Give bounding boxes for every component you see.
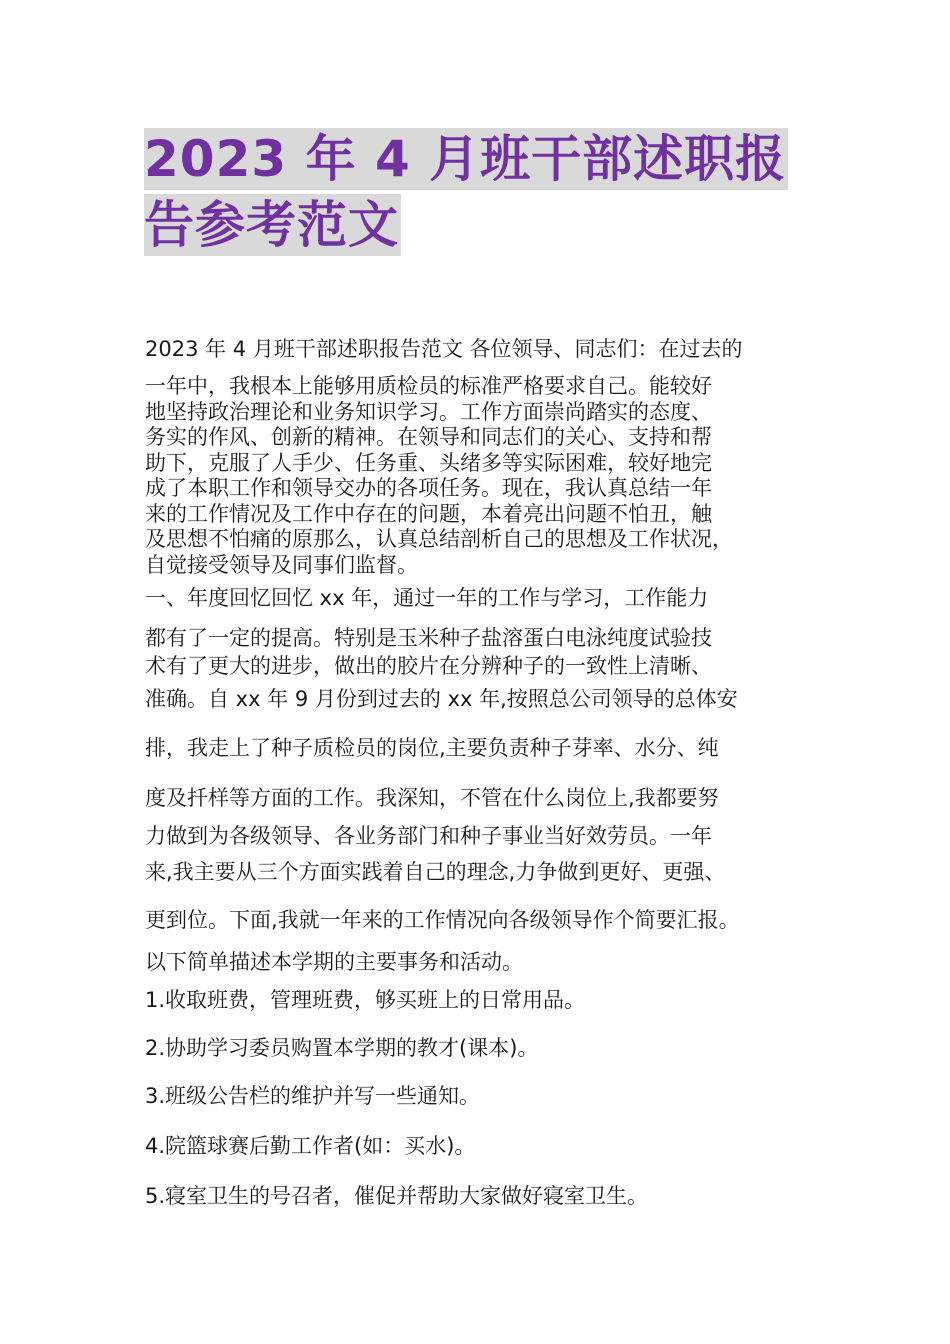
intro-line: 2023 年 4 月班干部述职报告范文 各位领导、同志们：在过去的	[145, 337, 743, 361]
intro-line: 一年中，我根本上能够用质检员的标准严格要求自己。能较好	[145, 374, 712, 398]
task-item: 5.寝室卫生的号召者，催促并帮助大家做好寝室卫生。	[145, 1184, 649, 1208]
intro-line: 来的工作情况及工作中存在的问题，本着亮出问题不怕丑，触	[145, 501, 712, 526]
review-line: 排，我走上了种子质检员的岗位,主要负责种子芽率、水分、纯	[145, 736, 719, 760]
intro-line: 及思想不怕痛的原那么，认真总结剖析自己的思想及工作状况，	[145, 527, 733, 551]
document-title	[144, 128, 824, 260]
intro-line: 务实的作风、创新的精神。在领导和同志们的关心、支持和帮	[145, 425, 712, 449]
review-line: 度及扦样等方面的工作。我深知，不管在什么岗位上,我都要努	[145, 786, 719, 810]
review-line: 更到位。下面,我就一年来的工作情况向各级领导作个简要汇报。	[145, 908, 740, 932]
review-line: 一、年度回忆回忆 xx 年，通过一年的工作与学习，工作能力	[145, 586, 709, 610]
review-line: 来,我主要从三个方面实践着自己的理念,力争做到更好、更强、	[145, 860, 726, 884]
intro-paragraph	[145, 334, 815, 578]
review-line: 都有了一定的提高。特别是玉米种子盐溶蛋白电泳纯度试验技	[145, 626, 712, 650]
intro-line: 地坚持政治理论和业务知识学习。工作方面崇尚踏实的态度、	[145, 399, 712, 424]
review-line: 力做到为各级领导、各业务部门和种子事业当好效劳员。一年	[145, 824, 712, 848]
title-line-1: 2023 年 4 月班干部述职报	[144, 130, 787, 188]
task-item: 4.院篮球赛后勤工作者(如：买水)。	[145, 1134, 476, 1158]
intro-line: 自觉接受领导及同事们监督。	[145, 552, 418, 577]
tasks-intro: 以下简单描述本学期的主要事务和活动。	[145, 950, 523, 974]
review-line: 准确。自 xx 年 9 月份到过去的 xx 年,按照总公司领导的总体安	[145, 687, 738, 711]
title-line-2: 告参考范文	[144, 196, 399, 254]
intro-line: 成了本职工作和领导交办的各项任务。现在，我认真总结一年	[145, 476, 712, 500]
intro-line: 助下，克服了人手少、任务重、头绪多等实际困难，较好地完	[145, 450, 712, 475]
review-line: 术有了更大的进步，做出的胶片在分辨种子的一致性上清晰、	[145, 654, 712, 678]
task-item: 3.班级公告栏的维护并写一些通知。	[145, 1084, 481, 1108]
task-item: 2.协助学习委员购置本学期的教才(课本)。	[145, 1036, 539, 1060]
task-item: 1.收取班费，管理班费，够买班上的日常用品。	[145, 988, 586, 1012]
